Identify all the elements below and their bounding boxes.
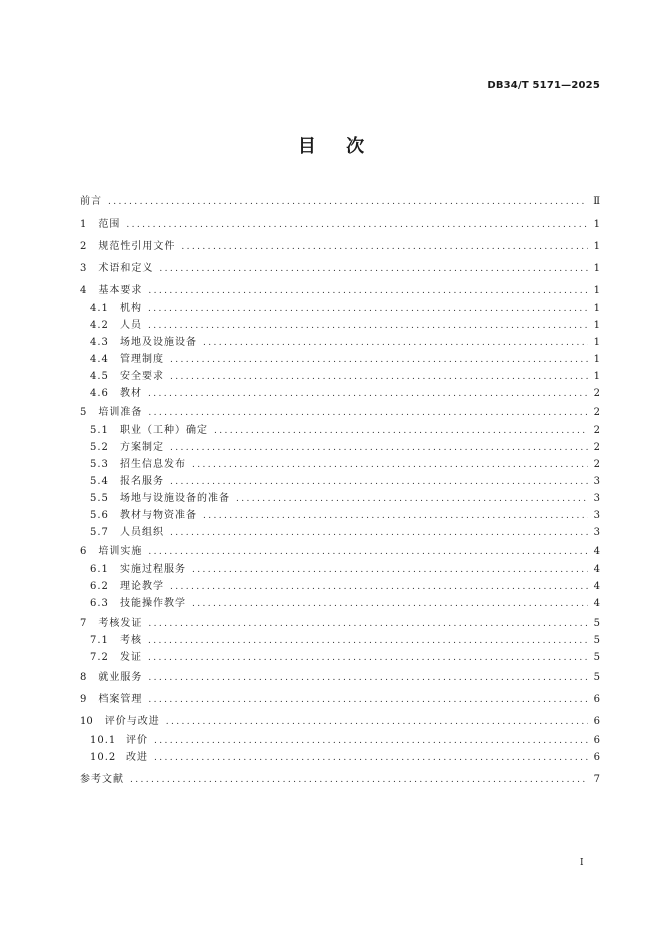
toc-entry-number: 8 <box>80 672 87 683</box>
toc-entry-title: 档案管理 <box>98 694 143 705</box>
toc-entry-number: 5.6 <box>90 510 109 521</box>
toc-entry-title: 人员组织 <box>120 527 164 538</box>
toc-entry[interactable] <box>80 634 600 648</box>
toc-entry-page: 1 <box>593 337 600 348</box>
toc-entry-page: 1 <box>593 320 600 331</box>
toc-entry[interactable] <box>80 545 600 559</box>
dot-leader <box>236 492 588 506</box>
toc-entry-page: 6 <box>593 735 600 746</box>
toc-entry-number: 5.2 <box>90 442 109 453</box>
toc-entry-number: 2 <box>80 241 87 252</box>
dot-leader <box>108 195 587 209</box>
toc-entry-page: 3 <box>593 527 600 538</box>
dot-leader <box>166 715 588 729</box>
dot-leader <box>148 302 588 316</box>
toc-entry-title: 培训准备 <box>98 407 143 418</box>
toc-entry[interactable] <box>80 693 600 707</box>
dot-leader <box>170 580 588 594</box>
dot-leader <box>192 597 588 611</box>
toc-entry-title: 基本要求 <box>98 285 143 296</box>
toc-entry[interactable] <box>80 302 600 316</box>
toc-entry[interactable] <box>80 492 600 506</box>
toc-entry[interactable] <box>80 526 600 540</box>
dot-leader <box>170 353 588 367</box>
toc-entry[interactable] <box>80 597 600 611</box>
toc-entry-page: 5 <box>593 618 600 629</box>
page-number: I <box>580 858 584 868</box>
toc-entry-page: 5 <box>593 672 600 683</box>
toc-entry-title: 发证 <box>120 652 142 663</box>
toc-entry-number: 6.3 <box>90 598 109 609</box>
toc-entry-page: 4 <box>593 564 600 575</box>
dot-leader <box>148 651 588 665</box>
toc-entry[interactable] <box>80 751 600 765</box>
toc-entry-page: 3 <box>593 510 600 521</box>
toc-entry-number: 6.2 <box>90 581 109 592</box>
dot-leader <box>154 751 588 765</box>
toc-entry-page: 1 <box>593 285 600 296</box>
toc-entry-number: 5.3 <box>90 459 109 470</box>
toc-entry-number: 4.4 <box>90 354 109 365</box>
dot-leader <box>170 526 588 540</box>
dot-leader <box>203 336 588 350</box>
toc-entry-page: 1 <box>593 303 600 314</box>
toc-entry-title: 教材 <box>120 388 142 399</box>
toc-entry[interactable] <box>80 580 600 594</box>
dot-leader <box>148 387 588 401</box>
dot-leader <box>148 671 587 685</box>
toc-entry-number: 10 <box>80 716 93 727</box>
page-title: 目 次 <box>297 136 365 157</box>
toc-entry-number: 5 <box>80 407 87 418</box>
dot-leader <box>159 262 587 276</box>
dot-leader <box>214 424 588 438</box>
toc-entry[interactable] <box>80 475 600 489</box>
toc-entry[interactable] <box>80 509 600 523</box>
toc-entry-title: 评价与改进 <box>104 716 160 727</box>
toc-entry-number: 9 <box>80 694 87 705</box>
toc-entry-number: 6.1 <box>90 564 109 575</box>
toc-entry-page: 2 <box>593 459 600 470</box>
toc-entry-page: 1 <box>593 219 600 230</box>
toc-entry-page: 5 <box>593 635 600 646</box>
toc-entry-number: 5.7 <box>90 527 109 538</box>
toc-entry-title: 改进 <box>126 752 148 763</box>
toc-entry[interactable] <box>80 563 600 577</box>
toc-entry[interactable] <box>80 319 600 333</box>
dot-leader <box>148 319 588 333</box>
toc-entry-title: 培训实施 <box>98 546 143 557</box>
toc-entry-page: 4 <box>593 581 600 592</box>
toc-entry-number: 1 <box>80 219 87 230</box>
toc-entry-title: 考核发证 <box>98 618 143 629</box>
dot-leader <box>192 458 588 472</box>
toc-entry-number: 7 <box>80 618 87 629</box>
toc-entry-title: 方案制定 <box>120 442 164 453</box>
toc-entry-title: 就业服务 <box>98 672 143 683</box>
toc-entry-page: 4 <box>593 598 600 609</box>
dot-leader <box>192 563 588 577</box>
dot-leader <box>203 509 588 523</box>
toc-entry-number: 4.3 <box>90 337 109 348</box>
dot-leader <box>130 773 588 787</box>
toc-entry-title: 人员 <box>120 320 142 331</box>
toc-entry[interactable] <box>80 441 600 455</box>
toc-entry[interactable] <box>80 715 600 729</box>
dot-leader <box>148 406 587 420</box>
toc-entry-title: 场地及设施设备 <box>120 337 197 348</box>
toc-entry-title: 参考文献 <box>80 774 124 785</box>
toc-entry-number: 4.1 <box>90 303 109 314</box>
dot-leader <box>170 441 588 455</box>
dot-leader <box>148 693 587 707</box>
toc-entry-title: 职业（工种）确定 <box>120 425 208 436</box>
toc-entry[interactable] <box>80 387 600 401</box>
toc-entry-title: 考核 <box>120 635 142 646</box>
toc-entry-page: 2 <box>593 442 600 453</box>
toc-entry[interactable] <box>80 671 600 685</box>
dot-leader <box>126 218 587 232</box>
toc-entry[interactable] <box>80 370 600 384</box>
dot-leader <box>170 475 588 489</box>
toc-entry-page: 1 <box>593 354 600 365</box>
toc-entry[interactable] <box>80 218 600 232</box>
toc-entry-title: 规范性引用文件 <box>98 241 176 252</box>
dot-leader <box>154 734 588 748</box>
toc-entry-page: 2 <box>593 388 600 399</box>
toc-entry-page: 3 <box>593 476 600 487</box>
toc-entry-page: 4 <box>593 546 600 557</box>
toc-entry-title: 管理制度 <box>120 354 164 365</box>
toc-entry-title: 机构 <box>120 303 142 314</box>
toc-entry-number: 6 <box>80 546 87 557</box>
toc-entry-page: 3 <box>593 493 600 504</box>
toc-entry-title: 评价 <box>126 735 148 746</box>
toc-entry-number: 3 <box>80 263 87 274</box>
document-code: DB34/T 5171—2025 <box>487 80 600 91</box>
toc-entry-number: 4.5 <box>90 371 109 382</box>
toc-entry-page: Ⅱ <box>593 196 600 207</box>
toc-entry[interactable] <box>80 284 600 298</box>
toc-entry-number: 4.2 <box>90 320 109 331</box>
toc-entry-number: 10.1 <box>90 735 117 746</box>
toc-entry-title: 招生信息发布 <box>120 459 186 470</box>
toc-entry-number: 7.1 <box>90 635 109 646</box>
toc-entry-title: 理论教学 <box>120 581 164 592</box>
toc-entry-page: 2 <box>593 407 600 418</box>
toc-entry-title: 前言 <box>80 196 102 207</box>
toc-entry-number: 10.2 <box>90 752 117 763</box>
toc-entry-title: 安全要求 <box>120 371 164 382</box>
toc-entry[interactable] <box>80 240 600 254</box>
toc-entry-page: 6 <box>593 716 600 727</box>
dot-leader <box>148 284 587 298</box>
toc-entry[interactable] <box>80 424 600 438</box>
toc-entry[interactable] <box>80 734 600 748</box>
dot-leader <box>148 545 587 559</box>
toc-entry-page: 6 <box>593 694 600 705</box>
toc-entry-title: 技能操作教学 <box>120 598 186 609</box>
toc-entry-title: 实施过程服务 <box>120 564 186 575</box>
toc-entry-number: 4 <box>80 285 87 296</box>
toc-entry-title: 术语和定义 <box>98 263 154 274</box>
toc-entry-title: 教材与物资准备 <box>120 510 197 521</box>
toc-entry-number: 5.1 <box>90 425 109 436</box>
toc-entry-title: 报名服务 <box>120 476 164 487</box>
dot-leader <box>170 370 588 384</box>
toc-entry-title: 场地与设施设备的准备 <box>120 493 230 504</box>
toc-entry[interactable] <box>80 336 600 350</box>
toc-entry-page: 2 <box>593 425 600 436</box>
toc-entry[interactable] <box>80 773 600 787</box>
toc-entry-page: 7 <box>593 774 600 785</box>
toc-entry-number: 5.4 <box>90 476 109 487</box>
dot-leader <box>148 634 588 648</box>
toc-entry[interactable] <box>80 195 600 209</box>
toc-entry-page: 1 <box>593 371 600 382</box>
toc-entry[interactable] <box>80 458 600 472</box>
toc-entry-number: 4.6 <box>90 388 109 399</box>
toc-entry-page: 1 <box>593 241 600 252</box>
toc-entry-page: 1 <box>593 263 600 274</box>
toc-entry-page: 6 <box>593 752 600 763</box>
toc-entry-number: 5.5 <box>90 493 109 504</box>
toc-entry-number: 7.2 <box>90 652 109 663</box>
toc-entry-title: 范围 <box>98 219 121 230</box>
toc-entry[interactable] <box>80 262 600 276</box>
toc-entry[interactable] <box>80 651 600 665</box>
dot-leader <box>148 617 587 631</box>
toc-entry[interactable] <box>80 406 600 420</box>
toc-entry[interactable] <box>80 617 600 631</box>
dot-leader <box>181 240 587 254</box>
toc-entry[interactable] <box>80 353 600 367</box>
toc-entry-page: 5 <box>593 652 600 663</box>
